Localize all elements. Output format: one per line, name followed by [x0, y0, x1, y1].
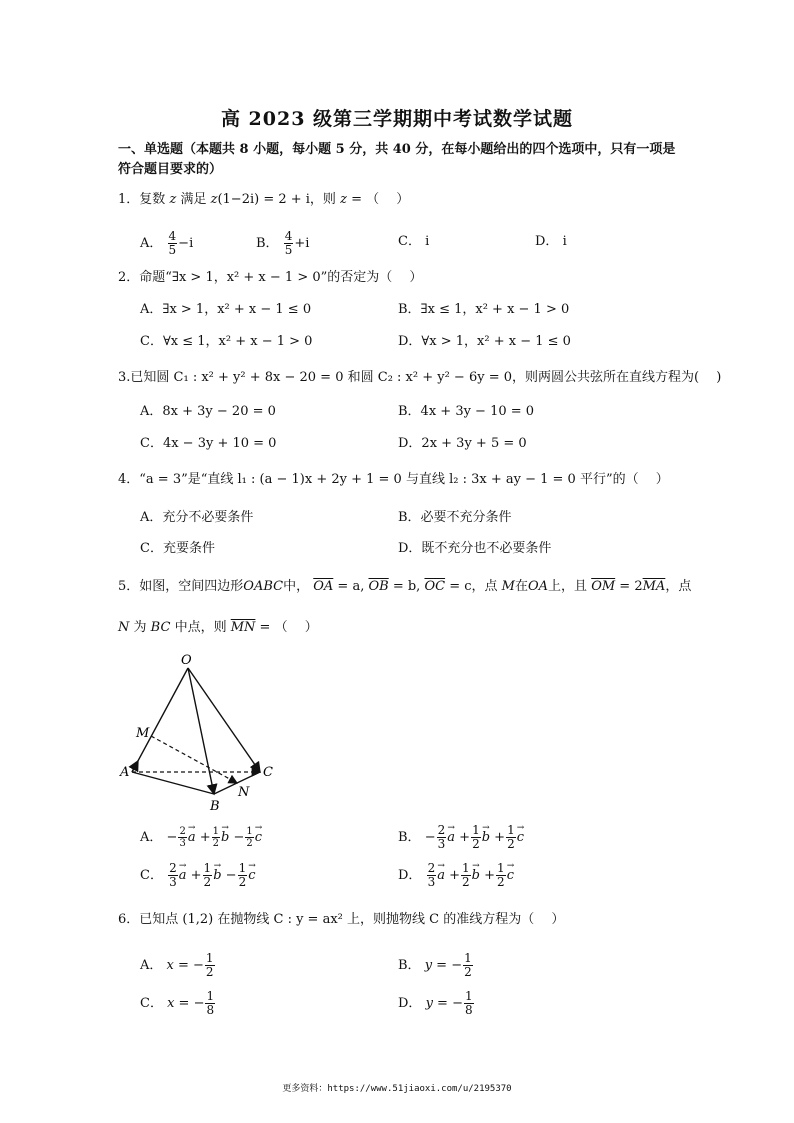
question-6-option-d[interactable]: D． y = − $\frac{1}{8}$ — [398, 989, 473, 1017]
question-5-option-a[interactable]: A． − $\frac{2}{3}$ → a + $\frac{1}{2}$ → b − $\frac{1}{2}$ → c — [140, 826, 262, 849]
question-5-option-c[interactable]: C． $\frac{2}{3}$ → a + $\frac{1}{2}$ → b − $\frac{1}{2}$ → c — [140, 862, 255, 889]
page-title: 高 2023 级第三学期期中考试数学试题 — [220, 108, 574, 130]
question-4-option-a[interactable]: A．充分不必要条件 — [140, 510, 254, 525]
question-3-option-c[interactable]: C．4x − 3y + 10 = 0 — [140, 436, 277, 451]
question-4-stem: 4．“a = 3”是“直线 l₁ : (a − 1)x + 2y + 1 = 0 与直线 l₂ : 3x + ay − 1 = 0 平行”的（ ） — [118, 472, 669, 487]
question-1-option-d[interactable]: D． i — [535, 234, 567, 249]
question-3-option-b[interactable]: B．4x + 3y − 10 = 0 — [398, 404, 535, 419]
tetrahedron-figure — [118, 648, 288, 816]
label-o: O — [181, 653, 192, 668]
question-5-stem-line2: N 为 BC 中点，则 $\overline{MN}$ = （ ） — [118, 620, 318, 635]
question-1-option-b[interactable]: B． $\frac{4}{5}$ +i — [256, 229, 310, 257]
question-4-option-b[interactable]: B．必要不充分条件 — [398, 510, 512, 525]
question-2-stem: 2．命题“∃x > 1，x² + x − 1 > 0”的否定为（ ） — [118, 270, 423, 285]
question-2-option-d[interactable]: D．∀x > 1，x² + x − 1 ≤ 0 — [398, 334, 571, 349]
question-2-option-b[interactable]: B．∃x ≤ 1，x² + x − 1 > 0 — [398, 302, 570, 317]
question-6-stem: 6．已知点 (1,2) 在抛物线 C : y = ax² 上，则抛物线 C 的准线方程为（ ） — [118, 912, 565, 927]
question-3-option-d[interactable]: D．2x + 3y + 5 = 0 — [398, 436, 527, 451]
edge-oa — [132, 668, 188, 772]
question-5-stem-line1: 5．如图，空间四边形OABC中， $\overline{OA} = a$, $\overline{OB} = b$, $\overline{OC} = c$，点 M在OA上，且 $\overline{OM} = 2\overline{MA}$，点 — [118, 579, 692, 594]
question-5-option-b[interactable]: B． − $\frac{2}{3}$ → a + $\frac{1}{2}$ → b + $\frac{1}{2}$ → c — [398, 824, 524, 851]
label-a: A — [120, 765, 130, 780]
question-4-option-d[interactable]: D．既不充分也不必要条件 — [398, 541, 552, 556]
question-6-option-a[interactable]: A． x = − $\frac{1}{2}$ — [140, 951, 214, 979]
question-3-stem: 3.已知圆 C₁ : x² + y² + 8x − 20 = 0 和圆 C₂ : x² + y² − 6y = 0，则两圆公共弦所在直线方程为( ) — [118, 370, 722, 385]
label-n: N — [238, 785, 250, 800]
label-c: C — [263, 765, 273, 780]
question-6-option-b[interactable]: B． y = − $\frac{1}{2}$ — [398, 951, 472, 979]
question-2-option-c[interactable]: C．∀x ≤ 1，x² + x − 1 > 0 — [140, 334, 313, 349]
label-m: M — [136, 726, 150, 741]
question-1-option-c[interactable]: C． i — [398, 234, 430, 249]
edge-ab — [132, 772, 214, 794]
footer-link[interactable]: 更多资料：https://www.51jiaoxi.com/u/2195370 — [282, 1084, 512, 1094]
question-3-option-a[interactable]: A．8x + 3y − 20 = 0 — [140, 404, 276, 419]
question-1-option-a[interactable]: A． $\frac{4}{5}$ −i — [140, 229, 194, 257]
arrow-oa — [132, 761, 138, 772]
label-b: B — [210, 799, 220, 814]
question-4-option-c[interactable]: C．充要条件 — [140, 541, 215, 556]
edge-mn-dashed — [151, 736, 237, 783]
question-1-stem: 1．复数 z 满足 z(1−2i) = 2 + i，则 z = （ ） — [118, 192, 410, 207]
question-5-option-d[interactable]: D． $\frac{2}{3}$ → a + $\frac{1}{2}$ → b + $\frac{1}{2}$ → c — [398, 862, 514, 889]
section-heading: 一、单选题（本题共 8 小题，每小题 5 分，共 40 分，在每小题给出的四个选项中，只有一项是符合题目要求的） — [118, 142, 676, 177]
question-2-option-a[interactable]: A．∃x > 1，x² + x − 1 ≤ 0 — [140, 302, 312, 317]
question-6-option-c[interactable]: C． x = − $\frac{1}{8}$ — [140, 989, 215, 1017]
